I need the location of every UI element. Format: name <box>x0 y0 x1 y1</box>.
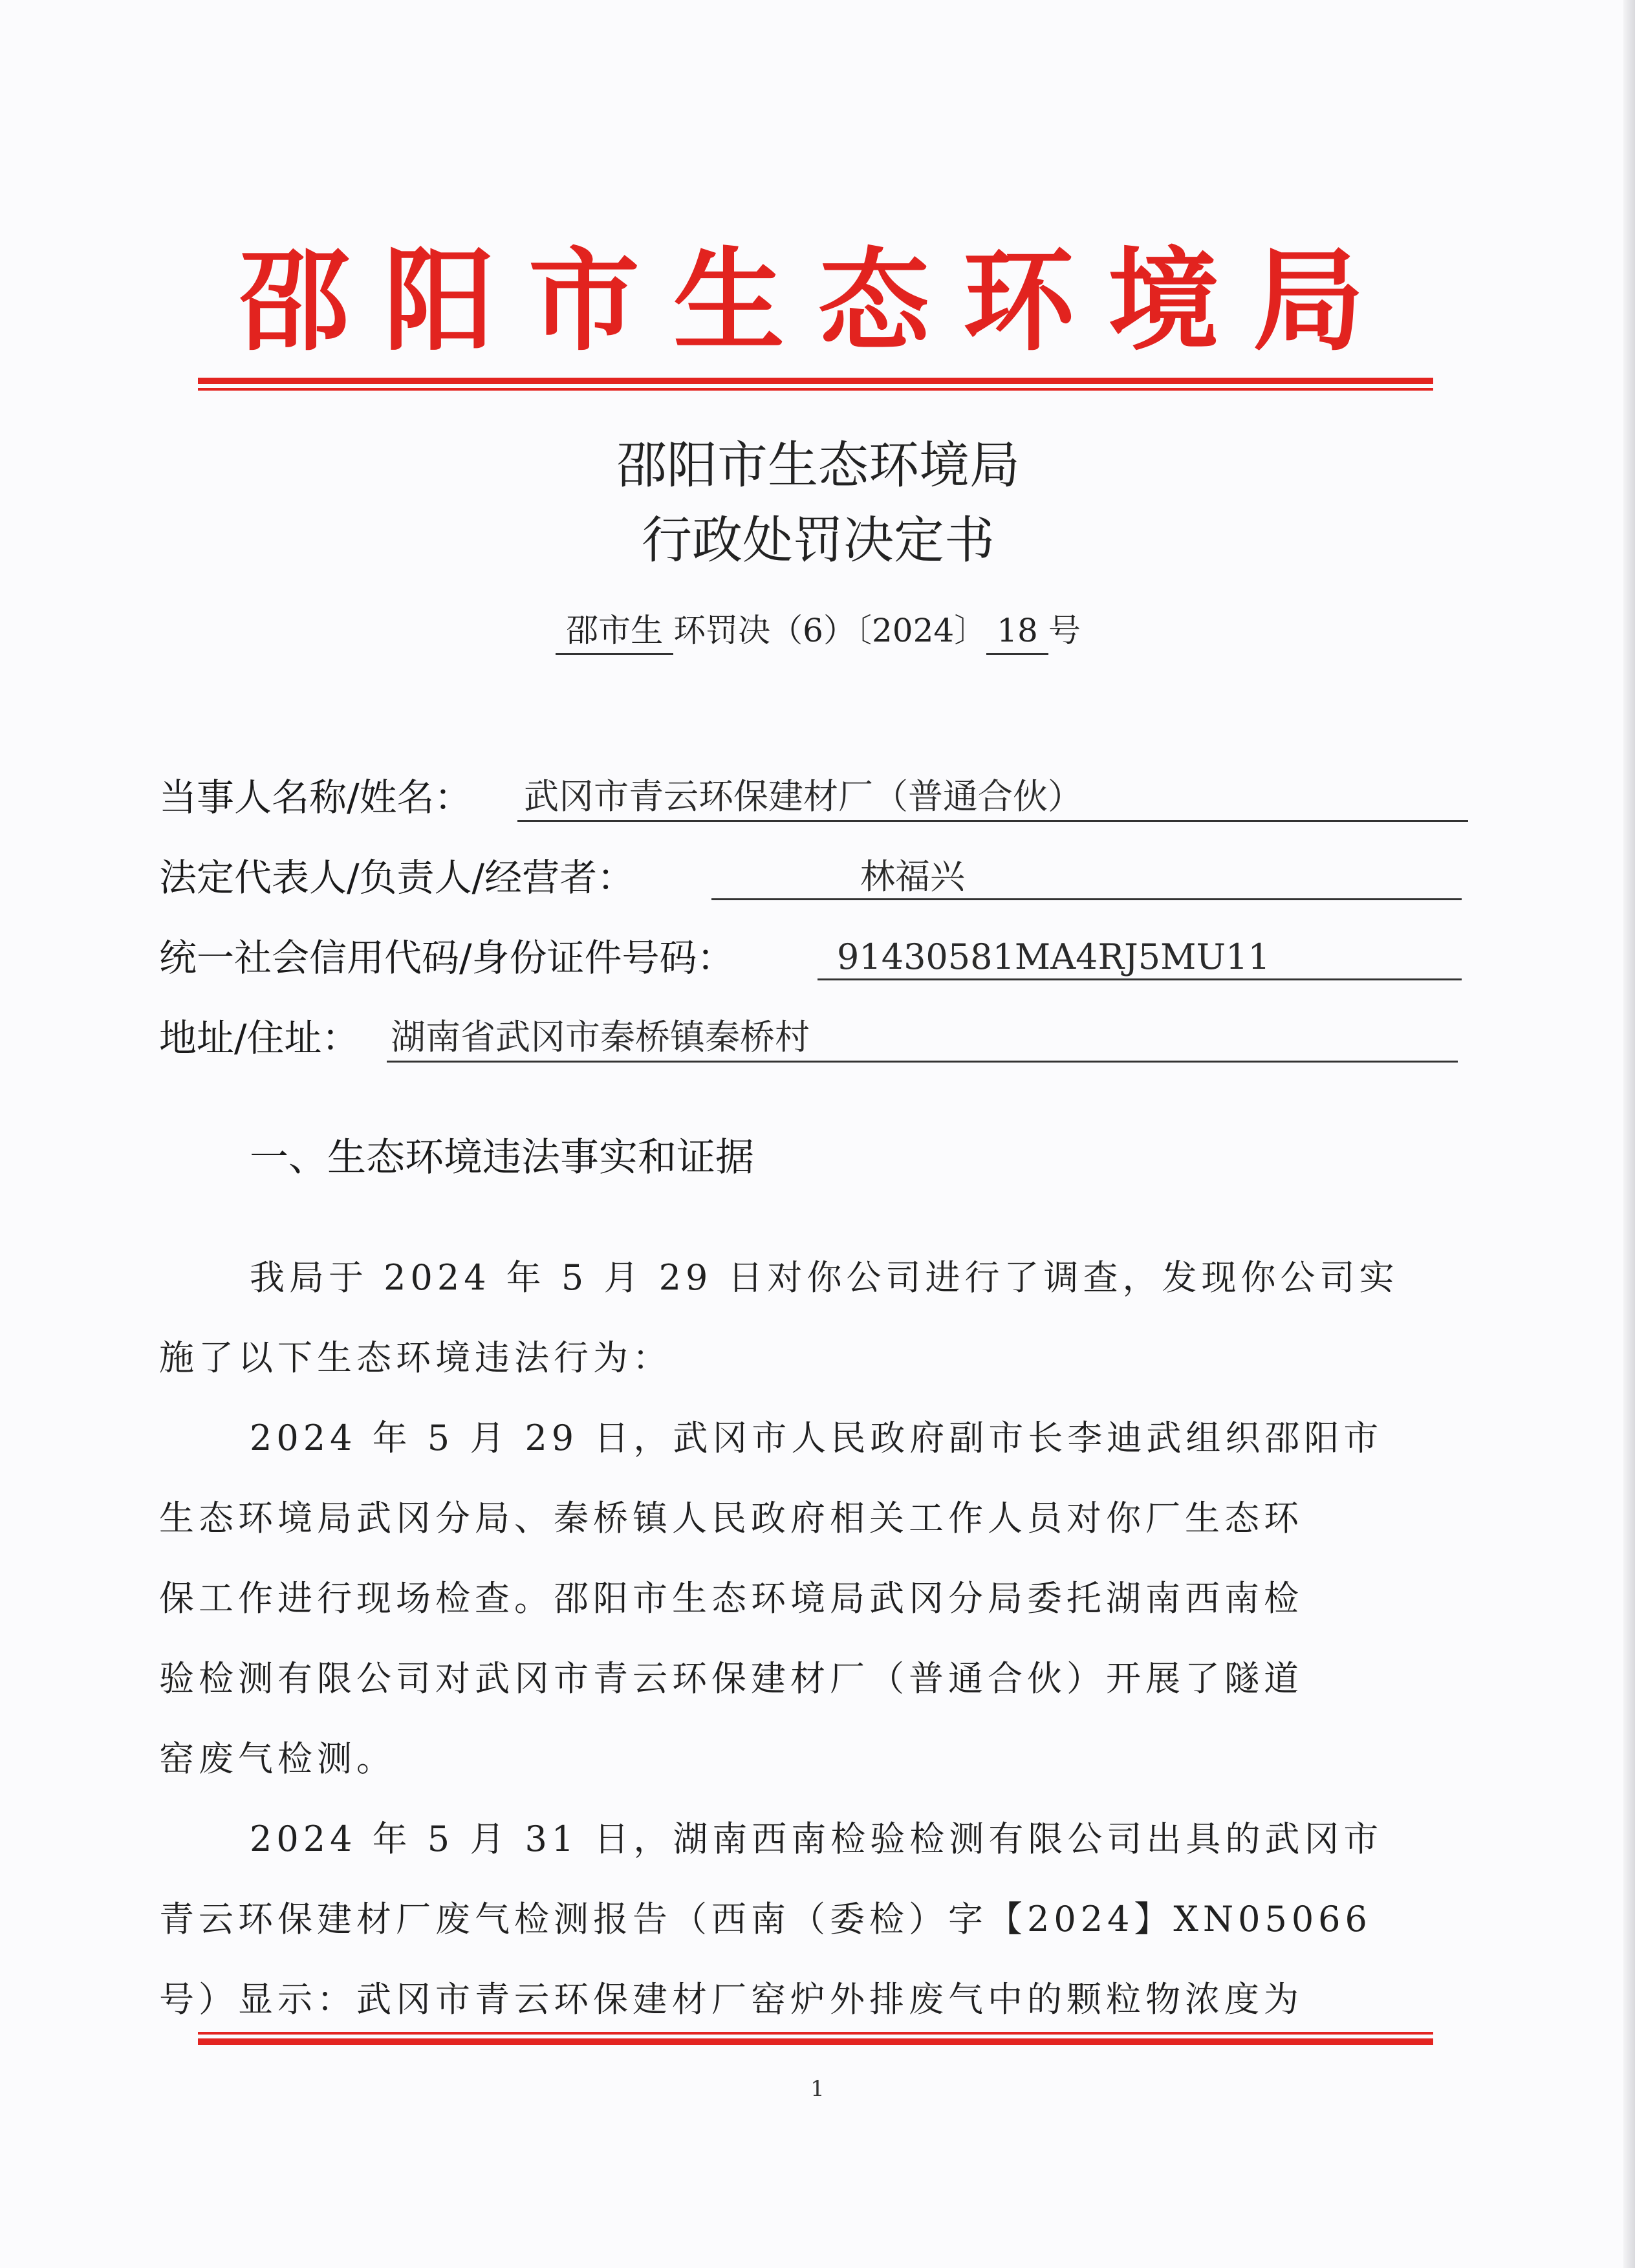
body-line: 我局于 2024 年 5 月 29 日对你公司进行了调查，发现你公司实 <box>250 1257 1399 1298</box>
document-title-type: 行政处罚决定书 <box>641 512 995 570</box>
doc-number-value: 18 <box>986 608 1048 655</box>
party-rep-value: 林福兴 <box>711 851 1462 900</box>
body-line: 验检测有限公司对武冈市青云环保建材厂（普通合伙）开展了隧道 <box>159 1658 1303 1699</box>
body-line: 施了以下生态环境违法行为： <box>159 1337 672 1378</box>
document-title-agency: 邵阳市生态环境局 <box>616 437 1020 495</box>
page-number: 1 <box>810 2076 825 2102</box>
document-number <box>194 608 1442 655</box>
body-line: 生态环境局武冈分局、秦桥镇人民政府相关工作人员对你厂生态环 <box>159 1498 1303 1539</box>
letterhead-red-rule-thin <box>198 388 1433 391</box>
body-line: 号）显示：武冈市青云环保建材厂窑炉外排废气中的颗粒物浓度为 <box>159 1979 1303 2020</box>
party-address-label: 地址/住址： <box>159 1016 360 1060</box>
doc-number-middle: 环罚决（6）〔2024〕 <box>673 612 987 649</box>
party-name-label: 当事人名称/姓名： <box>159 775 472 819</box>
party-address-value: 湖南省武冈市秦桥镇秦桥村 <box>387 1011 1458 1063</box>
party-code-label: 统一社会信用代码/身份证件号码： <box>159 936 735 980</box>
footer-red-rule-thick <box>198 2038 1433 2045</box>
section-heading: 一、生态环境违法事实和证据 <box>250 1135 754 1180</box>
body-line: 2024 年 5 月 29 日，武冈市人民政府副市长李迪武组织邵阳市 <box>250 1418 1383 1458</box>
party-code-value: 91430581MA4RJ5MU11 <box>817 931 1462 980</box>
footer-red-rule-thin <box>198 2032 1433 2035</box>
body-line: 窑废气检测。 <box>159 1738 396 1779</box>
doc-number-suffix: 号 <box>1048 612 1081 649</box>
body-line: 保工作进行现场检查。邵阳市生态环境局武冈分局委托湖南西南检 <box>159 1578 1303 1619</box>
doc-number-prefix: 邵市生 <box>556 608 673 655</box>
letterhead-agency-name: 邵阳市生态环境局 <box>239 235 1398 366</box>
letterhead-red-rule-thick <box>198 378 1433 384</box>
party-name-value: 武冈市青云环保建材厂（普通合伙） <box>517 771 1468 822</box>
body-line: 2024 年 5 月 31 日，湖南西南检验检测有限公司出具的武冈市 <box>250 1819 1383 1859</box>
party-rep-label: 法定代表人/负责人/经营者： <box>159 856 635 900</box>
body-line: 青云环保建材厂废气检测报告（西南（委检）字【2024】XN05066 <box>159 1899 1372 1939</box>
page-edge-shadow <box>1623 0 1635 2268</box>
